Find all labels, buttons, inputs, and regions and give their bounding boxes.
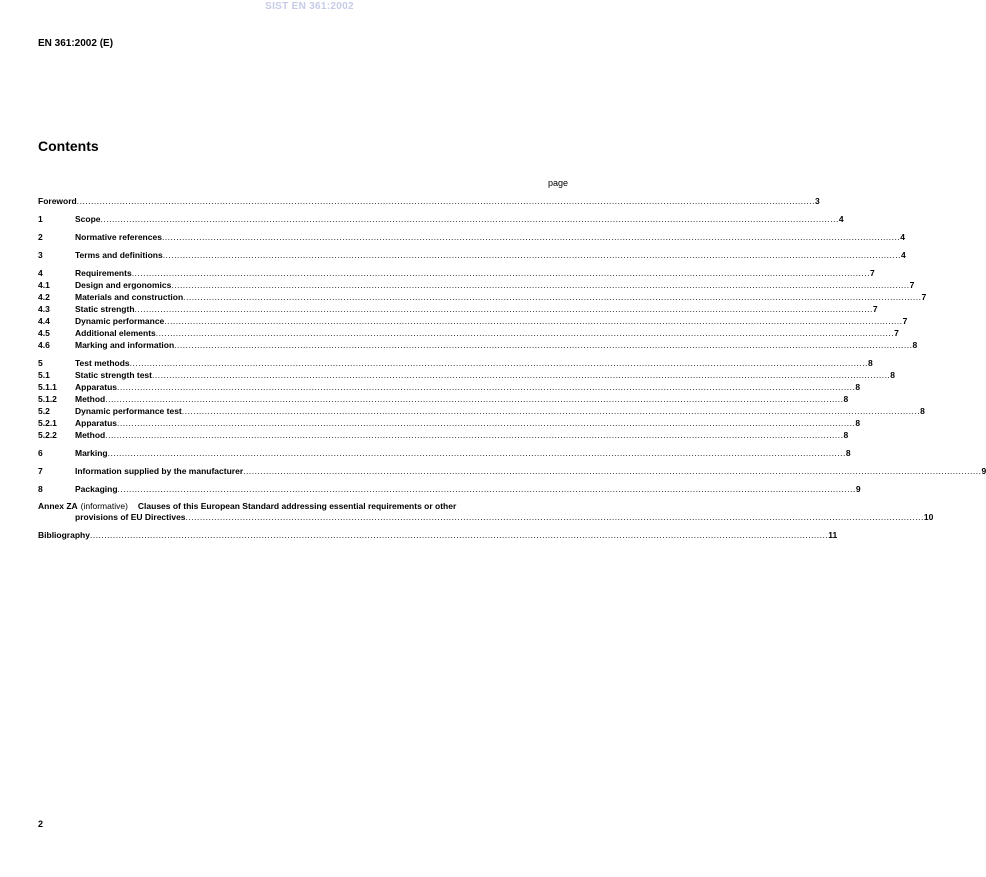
toc-entry-number: 8 xyxy=(38,484,43,494)
dot-leader xyxy=(105,429,843,441)
toc-entry-page: 8 xyxy=(890,370,896,380)
toc-entry[interactable] xyxy=(38,249,906,261)
toc-entry-title: Scope xyxy=(75,214,101,224)
toc-entry-number: 4 xyxy=(38,268,43,278)
toc-entry-number: 5.1.1 xyxy=(38,382,57,392)
toc-entry-title: Marking and information xyxy=(75,340,175,350)
toc-entry-page: 7 xyxy=(909,280,915,290)
dot-leader xyxy=(77,195,815,207)
toc-entry[interactable] xyxy=(38,231,905,243)
toc-entry[interactable] xyxy=(38,429,849,441)
toc-entry-title: Requirements xyxy=(75,268,132,278)
dot-leader xyxy=(182,405,920,417)
toc-entry-title: Bibliography xyxy=(38,530,90,540)
toc-entry-page: 7 xyxy=(869,268,875,278)
toc-entry[interactable] xyxy=(38,339,918,351)
document-id: EN 361:2002 (E) xyxy=(38,38,114,49)
table-of-contents xyxy=(38,195,986,541)
toc-entry-title: Terms and definitions xyxy=(75,250,163,260)
toc-entry-number: 4.1 xyxy=(38,280,50,290)
toc-entry-page: 10 xyxy=(923,512,934,522)
page-number: 2 xyxy=(38,819,44,829)
dot-leader xyxy=(135,303,873,315)
dot-leader xyxy=(163,249,901,261)
toc-entry-page: 8 xyxy=(912,340,918,350)
toc-entry-number: 7 xyxy=(38,466,43,476)
toc-entry-number: 5.2 xyxy=(38,406,50,416)
toc-entry-title: Design and ergonomics xyxy=(75,280,172,290)
toc-entry-page: 9 xyxy=(855,484,861,494)
page-column-label: page xyxy=(547,178,568,188)
annex-label: Annex ZA xyxy=(38,501,78,511)
toc-entry[interactable] xyxy=(38,381,861,393)
watermark: SIST EN 361:2002 xyxy=(265,1,354,12)
toc-entry[interactable] xyxy=(38,327,899,339)
toc-entry-page: 7 xyxy=(902,316,908,326)
toc-entry-number: 1 xyxy=(38,214,43,224)
dot-leader xyxy=(101,213,839,225)
toc-entry-page: 7 xyxy=(894,328,899,338)
toc-entry-title: Test methods xyxy=(75,358,130,368)
toc-entry[interactable] xyxy=(38,315,908,327)
toc-entry[interactable] xyxy=(38,357,873,369)
toc-entry-title: Static strength test xyxy=(75,370,152,380)
toc-entry[interactable] xyxy=(38,279,915,291)
annex-title-line1: Clauses of this European Standard addressing essential requirements or other xyxy=(137,501,457,511)
toc-entry[interactable] xyxy=(38,405,925,417)
toc-entry[interactable] xyxy=(38,447,851,459)
toc-entry-title: Additional elements xyxy=(75,328,156,338)
dot-leader xyxy=(186,512,924,523)
dot-leader xyxy=(183,291,921,303)
toc-entry[interactable] xyxy=(38,483,861,495)
toc-entry[interactable] xyxy=(38,291,927,303)
dot-leader xyxy=(162,231,900,243)
toc-entry-page: 9 xyxy=(981,466,986,476)
toc-entry-annex[interactable] xyxy=(38,501,934,523)
toc-entry[interactable] xyxy=(38,213,844,225)
toc-entry[interactable] xyxy=(38,393,849,405)
toc-entry[interactable] xyxy=(38,369,896,381)
toc-entry-page: 8 xyxy=(920,406,925,416)
toc-entry-number: 5.1.2 xyxy=(38,394,57,404)
toc-entry-page: 8 xyxy=(843,430,849,440)
toc-entry-number: 4.5 xyxy=(38,328,50,338)
toc-entry-title: Method xyxy=(75,394,106,404)
toc-entry[interactable] xyxy=(38,417,861,429)
toc-entry-page: 8 xyxy=(867,358,873,368)
toc-entry-page: 4 xyxy=(900,250,906,260)
dot-leader xyxy=(174,339,912,351)
toc-entry-title: Dynamic performance test xyxy=(75,406,182,416)
dot-leader xyxy=(118,483,856,495)
toc-entry-number: 5.2.2 xyxy=(38,430,57,440)
toc-entry-title: Method xyxy=(75,430,106,440)
toc-entry-page: 11 xyxy=(828,530,838,540)
toc-entry[interactable] xyxy=(38,267,875,279)
toc-entry-title: Materials and construction xyxy=(75,292,184,302)
contents-heading: Contents xyxy=(38,138,99,154)
toc-entry-number: 3 xyxy=(38,250,43,260)
toc-entry-number: 4.2 xyxy=(38,292,50,302)
toc-entry-number: 5 xyxy=(38,358,43,368)
toc-entry-number: 4.3 xyxy=(38,304,50,314)
toc-entry-page: 7 xyxy=(921,292,927,302)
dot-leader xyxy=(105,393,843,405)
toc-entry-page: 4 xyxy=(838,214,844,224)
toc-entry-title: Marking xyxy=(75,448,108,458)
toc-entry-page: 3 xyxy=(815,196,820,206)
toc-entry-number: 5.1 xyxy=(38,370,50,380)
toc-entry-number: 4.4 xyxy=(38,316,50,326)
dot-leader xyxy=(117,381,855,393)
annex-qualifier: (informative) xyxy=(80,501,128,511)
toc-entry-page: 8 xyxy=(855,418,861,428)
toc-entry-bibliography[interactable] xyxy=(38,529,838,541)
toc-entry-title: Normative references xyxy=(75,232,162,242)
dot-leader xyxy=(108,447,846,459)
toc-entry-title: Information supplied by the manufacturer xyxy=(75,466,244,476)
toc-entry-page: 8 xyxy=(855,382,861,392)
dot-leader xyxy=(90,529,828,541)
toc-entry-title: Foreword xyxy=(38,196,77,206)
toc-entry[interactable] xyxy=(38,465,986,477)
toc-entry-title: Apparatus xyxy=(75,382,118,392)
dot-leader xyxy=(130,357,868,369)
toc-entry-page: 4 xyxy=(900,232,905,242)
toc-entry-number: 5.2.1 xyxy=(38,418,57,428)
toc-entry[interactable] xyxy=(38,303,878,315)
toc-entry-page: 8 xyxy=(843,394,849,404)
dot-leader xyxy=(132,267,870,279)
toc-entry-number: 6 xyxy=(38,448,43,458)
toc-entry-number: 2 xyxy=(38,232,43,242)
toc-entry-number: 4.6 xyxy=(38,340,50,350)
annex-title-line2: provisions of EU Directives xyxy=(75,512,186,522)
toc-entry-page: 7 xyxy=(872,304,878,314)
toc-entry-page: 8 xyxy=(845,448,851,458)
dot-leader xyxy=(117,417,855,429)
toc-entry-title: Packaging xyxy=(75,484,118,494)
dot-leader xyxy=(152,369,890,381)
dot-leader xyxy=(156,327,894,339)
dot-leader xyxy=(164,315,902,327)
dot-leader xyxy=(171,279,909,291)
toc-entry-title: Dynamic performance xyxy=(75,316,165,326)
toc-entry-foreword[interactable] xyxy=(38,195,820,207)
toc-entry-title: Apparatus xyxy=(75,418,118,428)
toc-entry-title: Static strength xyxy=(75,304,135,314)
dot-leader xyxy=(243,465,981,477)
